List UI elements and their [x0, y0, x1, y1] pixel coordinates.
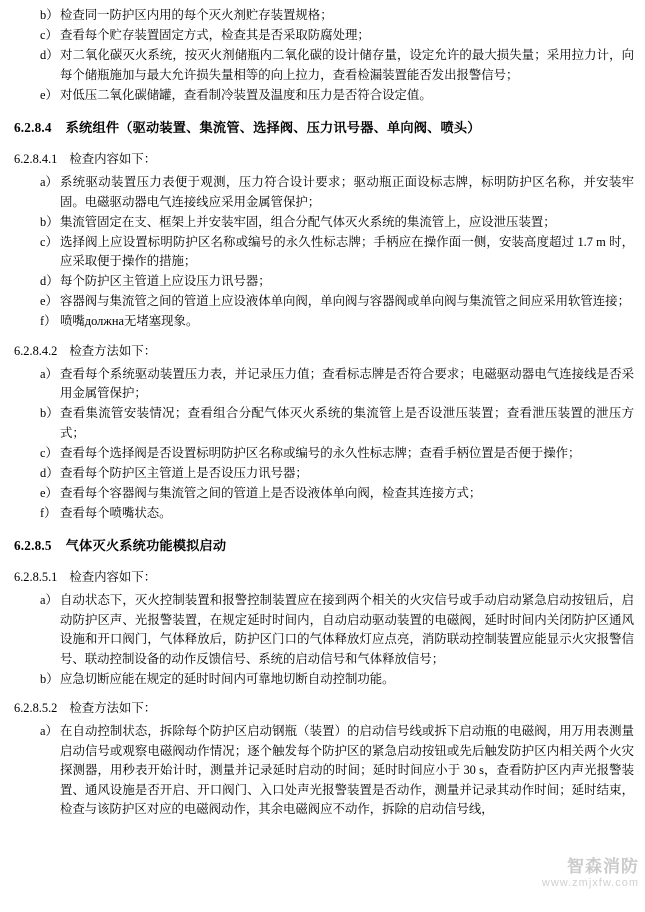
list-2	[14, 365, 634, 524]
list-text: 查看每个喷嘴状态。	[60, 505, 172, 520]
clause-title: 检查方法如下：	[69, 701, 157, 715]
list-text: 查看每个贮存装置固定方式，检查其是否采取防腐处理；	[60, 28, 370, 42]
section-heading	[14, 118, 634, 138]
list-item	[14, 464, 634, 484]
list-text: 查看每个容器阀与集流管之间的管道上是否设液体单向阀，检查其连接方式；	[60, 485, 482, 500]
section-number: 6.2.8.4	[14, 120, 52, 135]
watermark-sub-text: www.zmjxfw.com	[541, 877, 639, 889]
clause-number: 6.2.8.4.2	[14, 343, 58, 358]
list-text: 集流管固定在支、框架上并安装牢固，组合分配气体灭火系统的集流管上，应设泄压装置；	[60, 214, 556, 229]
list-item	[14, 484, 634, 504]
watermark-main-text: 智森消防	[567, 857, 639, 876]
list-item	[14, 404, 634, 443]
list-marker: d）	[40, 274, 59, 288]
list-marker: b）	[40, 406, 59, 420]
list-text: 查看每个防护区主管道上是否设压力讯号器；	[60, 465, 308, 480]
list-text: 应急切断应能在规定的延时时间内可靠地切断自动控制功能。	[60, 671, 395, 686]
list-1	[14, 173, 634, 332]
section-title: 系统组件（驱动装置、集流管、选择阀、压力讯号器、单向阀、喷头）	[65, 120, 481, 135]
document-content	[14, 6, 634, 820]
list-item	[14, 46, 634, 85]
list-marker: b）	[40, 671, 59, 686]
list-text: 检查同一防护区内用的每个灭火剂贮存装置规格；	[60, 8, 333, 22]
list-marker: a）	[40, 593, 58, 607]
list-marker: a）	[40, 175, 58, 189]
list-marker: b）	[40, 8, 59, 22]
list-marker: a）	[40, 724, 58, 738]
list-text: 对低压二氧化碳储罐，查看制冷装置及温度和压力是否符合设定值。	[60, 87, 432, 102]
list-marker: c）	[40, 445, 58, 460]
list-text: 查看集流管安装情况；查看组合分配气体灭火系统的集流管上是否设泄压装置；查看泄压装置的泄压方式；	[60, 406, 634, 440]
list-marker: e）	[40, 294, 58, 308]
list-item	[14, 233, 634, 272]
list-item	[14, 591, 634, 669]
list-3	[14, 591, 634, 689]
list-marker: b）	[40, 214, 59, 229]
list-4	[14, 722, 634, 820]
list-item	[14, 670, 634, 690]
list-item	[14, 365, 634, 404]
sub-clause	[14, 341, 634, 361]
list-text: 喷嘴должна无堵塞现象。	[60, 314, 199, 328]
list-item	[14, 86, 634, 106]
clause-number: 6.2.8.5.1	[14, 570, 58, 584]
watermark	[542, 857, 639, 890]
clause-number: 6.2.8.5.2	[14, 701, 58, 715]
list-marker: c）	[40, 28, 58, 42]
clause-title: 检查内容如下：	[69, 152, 157, 166]
list-text: 选择阀上应设置标明防护区名称或编号的永久性标志牌；手柄应在操作面一侧，安装高度超过 1.7 m 时，应采取便于操作的措施；	[60, 234, 634, 268]
list-item	[14, 292, 634, 312]
list-marker: c）	[40, 234, 58, 249]
list-marker: f）	[40, 505, 57, 520]
list-text: 查看每个系统驱动装置压力表，并记录压力值；查看标志牌是否符合要求；电磁驱动器电气连接线是否采用金属管保护；	[60, 366, 634, 400]
list-text: 自动状态下，灭火控制装置和报警控制装置应在接到两个相关的火灾信号或手动启动紧急启动按钮后，启动防护区声、光报警装置，在规定延时时间内，自动启动驱动装置的电磁阀，延时时间内关闭防护区通风设施和开口阀门，气体释放后，防护区门口的气体释放灯应点亮，消防联动控制装置应能显示火灾报警信号、联动控制设备的动作反馈信号、系统的启动信号和气体释放信号；	[60, 593, 634, 666]
sub-clause	[14, 567, 634, 587]
list-text: 每个防护区主管道上应设压力讯号器；	[60, 274, 271, 288]
list-marker: e）	[40, 87, 58, 102]
section-heading	[14, 536, 634, 556]
list-item	[14, 312, 634, 332]
sub-clause	[14, 698, 634, 718]
clause-number: 6.2.8.4.1	[14, 152, 58, 166]
clause-title: 检查方法如下：	[69, 343, 157, 358]
sub-clause	[14, 149, 634, 169]
list-marker: d）	[40, 465, 59, 480]
list-item	[14, 722, 634, 820]
list-item	[14, 213, 634, 233]
list-marker: f）	[40, 314, 57, 328]
list-item	[14, 26, 634, 46]
list-item	[14, 444, 634, 464]
list-text: 查看每个选择阀是否设置标明防护区名称或编号的永久性标志牌；查看手柄位置是否便于操作；	[60, 445, 581, 460]
list-item	[14, 504, 634, 524]
list-text: 系统驱动装置压力表便于观测，压力符合设计要求；驱动瓶正面设标志牌，标明防护区名称，并安装牢固。电磁驱动器电气连接线应采用金属管保护；	[60, 175, 634, 209]
list-marker: a）	[40, 366, 58, 381]
section-number: 6.2.8.5	[14, 538, 52, 553]
list-text: 对二氧化碳灭火系统，按灭火剂储瓶内二氧化碳的设计储存量，设定允许的最大损失量；采用拉力计，向每个储瓶施加与最大允许损失量相等的向上拉力，查看检漏装置能否发出报警信号；	[60, 48, 634, 82]
clause-title: 检查内容如下：	[69, 570, 157, 584]
list-top	[14, 6, 634, 105]
list-text: 在自动控制状态，拆除每个防护区启动钢瓶（装置）的启动信号线或拆下启动瓶的电磁阀，用万用表测量启动信号或观察电磁阀动作情况；逐个触发每个防护区的紧急启动按钮或先后触发防护区内相关两个火灾探测器，用秒表开始计时，测量并记录延时启动的时间；延时时间应小于 30 s，查看防护区内声光报警装置、通风设施是否开启、开口阀门、入口处声光报警装置是否动作，测量并记录其动作时间；延时结束，检查与该防护区对应的电磁阀动作，其余电磁阀应不动作，拆除的启动信号线，	[60, 724, 634, 816]
list-item	[14, 173, 634, 212]
list-item	[14, 6, 634, 26]
list-item	[14, 272, 634, 292]
list-marker: e）	[40, 485, 58, 500]
list-marker: d）	[40, 48, 59, 62]
section-title: 气体灭火系统功能模拟启动	[65, 538, 227, 553]
list-text: 容器阀与集流管之间的管道上应设液体单向阀，单向阀与容器阀或单向阀与集流管之间应采用软管连接；	[60, 294, 630, 308]
